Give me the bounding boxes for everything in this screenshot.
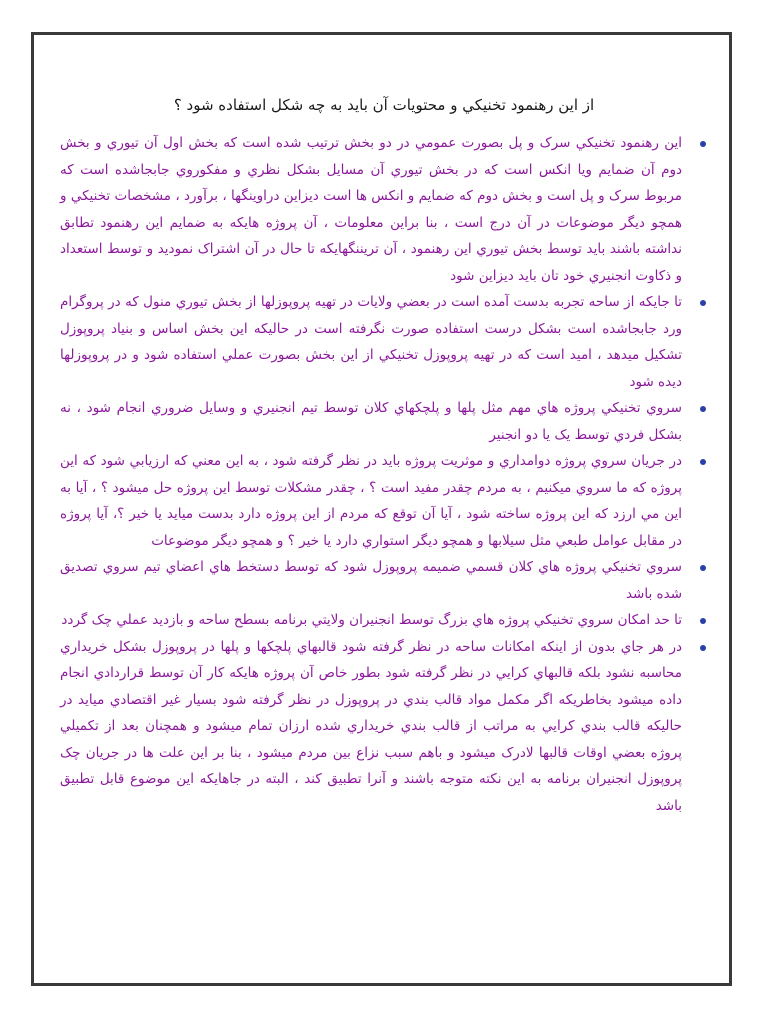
document-title: از این رهنمود تخنیکي و محتویات آن باید به چه شکل استفاده شود ؟: [173, 96, 595, 114]
bullet-icon: [700, 406, 706, 412]
bullet-icon: [700, 565, 706, 571]
bullet-text: تا حد امکان سروي تخنیکي پروژه هاي بزرگ توسط انجنیران ولایتي برنامه بسطح ساحه و بازدید عملي چک گردد: [61, 612, 682, 628]
bullet-item: [60, 448, 682, 554]
bullet-text: این رهنمود تخنیکي سرک و پل بصورت عمومي در دو بخش ترتیب شده است که بخش اول آن تیوري و بخش دوم آن ضمایم ویا انکس است که در بخش تیوري آن مسایل بشکل نظري و مفکوروي جابجاشده است که مربوط سرک و پل است و بخش دوم که ضمایم و انکس ها است دیزاین دراوینگها ، برآورد ، مشخصات تخنیکي و همچو دیگر موضوعات در آن درج است ، بنا براین معلومات ، آن پروژه هایکه به ضمایم این رهنمود تطابق نداشته باشند باید توسط بخش تیوري این رهنمود ، آن تریننگهایکه تا حال در آن اشتراک نمودید و توسط استعداد و ذکاوت انجنیري خود تان باید دیزاین شود: [60, 135, 682, 284]
bullet-icon: [700, 645, 706, 651]
document-content: [60, 90, 708, 819]
bullet-item: [60, 130, 682, 289]
bullet-item: [60, 634, 682, 820]
bullet-text: سروي تخنیکي پروژه هاي کلان قسمي ضمیمه پروپوزل شود که توسط دستخط هاي اعضاي تیم سروي تصدیق شده باشد: [60, 559, 682, 602]
bullet-item: [60, 554, 682, 607]
bullet-text: در جریان سروي پروژه دوامداري و موثریت پروژه باید در نظر گرفته شود ، به این معني که ارزیابي شود که این پروژه که ما سروي میکنیم ، به مردم چقدر مفید است ؟ ، چقدر مشکلات توسط این پروژه حل میشود ؟ ، آیا به این مي ارزد که این پروژه ساخته شود ، آیا آن توقع که مردم از این پروژه دارد بدست میاید یا خیر ؟، آیا پروژه در مقابل عوامل طبعي مثل سیلابها و همچو دیگر استواري دارد یا خیر ؟ و همچو دیگر موضوعات: [60, 453, 682, 549]
bullet-item: [60, 607, 682, 634]
bullet-icon: [700, 141, 706, 147]
bullet-text: تا جایکه از ساحه تجربه بدست آمده است در بعضي ولایات در تهیه پروپوزلها از بخش تیوري منول که در پروگرام ورد جابجاشده است بشکل درست استفاده صورت نگرفته است در حالیکه این بخش اساس و بنیاد پروپوزل تشکیل میدهد ، امید است که در تهیه پروپوزل تخنیکي از این بخش بصورت عملي استفاده شود و در پروپوزلها دیده شود: [60, 294, 682, 390]
bullet-text: در هر جاي بدون از اینکه امکانات ساحه در نظر گرفته شود قالبهاي پلچکها و پلها در پروپوزل بشکل خریداري محاسبه نشود بلکه قالبهاي کرایي در نظر گرفته شود بطور خاص آن پروژه هایکه کار آن توسط قراردادي انجام داده میشود بخاطریکه اگر مکمل مواد قالب بندي در پروپوزل در نظر گرفته شود بسیار غیر اقتصادي میاید در حالیکه قالب بندي کرایي به مراتب از قالب بندي خریداري شده ارزان تمام میشود و همچنان بعد از تکمیلي پروژه بعضي اوقات قالبها لادرک میشود و باهم سبب نزاع بین مردم میشود ، بنا بر این علت ها در جریان چک پروپوزل انجنیران برنامه به این نکته متوجه باشند و آنرا تطبیق کند ، البته در جاهایکه این موضوع قابل تطبیق باشد: [60, 638, 682, 814]
bullet-item: [60, 289, 682, 395]
bullet-icon: [700, 618, 706, 624]
bullet-icon: [700, 300, 706, 306]
bullet-list: [60, 130, 708, 819]
bullet-text: سروي تخنیکي پروژه هاي مهم مثل پلها و پلچکهاي کلان توسط تیم انجنیري و وسایل ضروري انجام شود ، نه بشکل فردي توسط یک یا دو انجنیر: [60, 400, 682, 443]
bullet-icon: [700, 459, 706, 465]
bullet-item: [60, 395, 682, 448]
